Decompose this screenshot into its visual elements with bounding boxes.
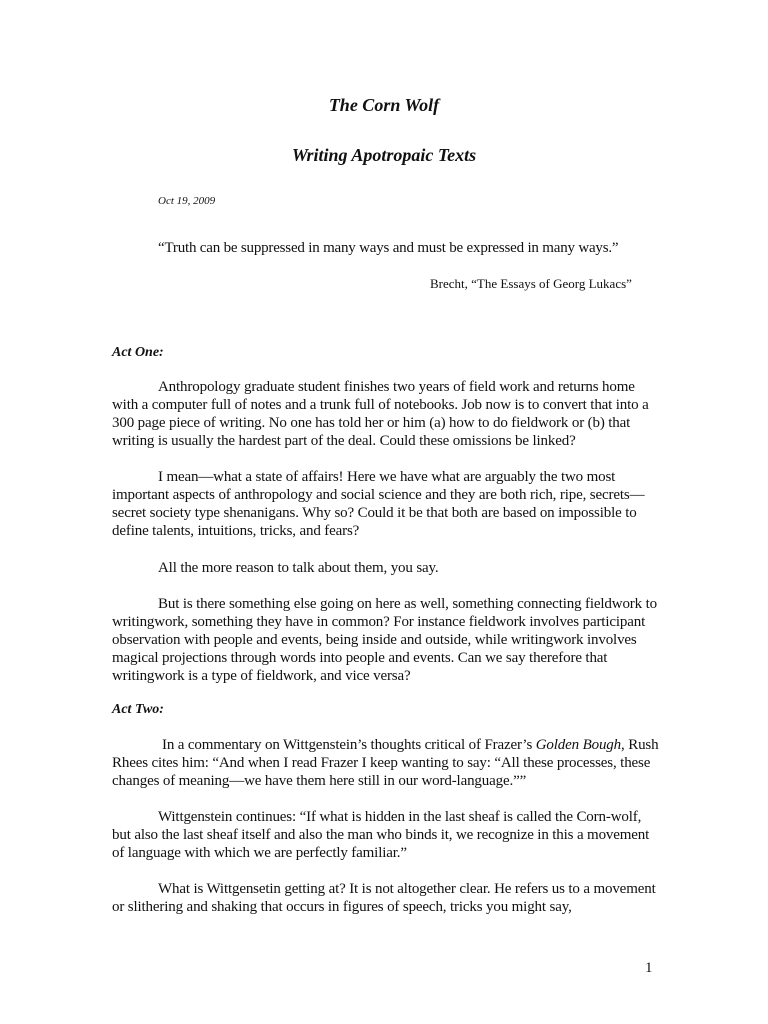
- paragraph: All the more reason to talk about them, you say.: [158, 560, 439, 576]
- paragraph: Wittgenstein continues: “If what is hidden in the last sheaf is called the Corn-wolf, but also the last sheaf itself and also the man who binds it, we recognize in this a movement of language with which we are perfectly familiar.”: [112, 809, 650, 861]
- paragraph: What is Wittgensetin getting at? It is not altogether clear. He refers us to a movement or slithering and shaking that occurs in figures of speech, tricks you might say,: [112, 881, 656, 915]
- page-number: 1: [645, 960, 653, 976]
- paragraph: But is there something else going on here as well, something connecting fieldwork to writingwork, something they have in common? For instance fieldwork involves participant observation with people and events, being inside and outside, while writingwork involves magical projections through words into people and events. Can we say therefore that writingwork is a type of fieldwork, and vice versa?: [112, 596, 657, 684]
- paragraph-text: , Rush Rhees cites him: “And when I read Frazer I keep wanting to say: “All these processes, these changes of meaning—we have them here still in our word-language.””: [112, 737, 659, 789]
- paragraph: I mean—what a state of affairs! Here we have what are arguably the two most important aspects of anthropology and social science and they are both rich, ripe, secrets—secret society type shenanigans. Why so? Could it be that both are based on impossible to define talents, intuitions, tricks, and fears?: [112, 469, 645, 539]
- paragraph: [112, 736, 660, 790]
- epigraph-quote: “Truth can be suppressed in many ways and must be expressed in many ways.”: [158, 240, 619, 256]
- document-title: The Corn Wolf: [328, 95, 440, 115]
- document-date: Oct 19, 2009: [158, 195, 216, 207]
- paragraph: Anthropology graduate student finishes two years of field work and returns home with a computer full of notes and a trunk full of notebooks. Job now is to convert that into a 300 page piece of writing. No one has told her or him (a) how to do fieldwork or (b) that writing is usually the hardest part of the deal. Could these omissions be linked?: [112, 379, 649, 449]
- act-two-heading: Act Two:: [112, 702, 164, 717]
- book-title: Golden Bough: [535, 737, 622, 753]
- paragraph-text: In a commentary on Wittgenstein’s thoughts critical of Frazer’s: [162, 737, 536, 753]
- epigraph-attribution: Brecht, “The Essays of Georg Lukacs”: [430, 276, 632, 291]
- document-subtitle: Writing Apotropaic Texts: [291, 145, 477, 165]
- act-one-heading: Act One:: [112, 345, 164, 360]
